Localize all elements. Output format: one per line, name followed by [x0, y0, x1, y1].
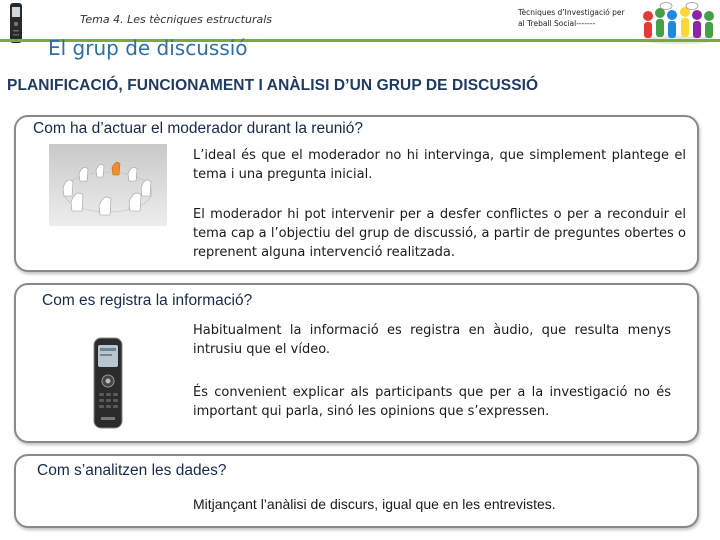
- people-group-icon: [640, 2, 718, 44]
- moderator-paragraph-2: El moderador hi pot intervenir per a desfer conflictes o per a reconduir el tema cap a l’objectiu del grup de discussió, a partir de preguntes obertes o reprenent alguna intervenció realitzada.: [193, 207, 686, 260]
- section-heading: PLANIFICACIÓ, FUNCIONAMENT I ANÀLISI D’UN GRUP DE DISCUSSIÓ: [7, 77, 539, 94]
- page-title: El grup de discussió: [48, 36, 248, 60]
- chairs-circle-image: [49, 144, 167, 226]
- course-title-line2: al Treball Social-------: [518, 19, 596, 28]
- voice-recorder-image: [92, 337, 124, 429]
- recording-question: Com es registra la informació?: [42, 292, 253, 309]
- recording-paragraph-1: Habitualment la informació es registra en àudio, que resulta menys intrusiu que el vídeo.: [193, 323, 671, 357]
- recording-paragraph-2: És convenient explicar als participants que per a la investigació no és important qui parla, sinó les opinions que s’expressen.: [193, 385, 671, 419]
- moderator-question: Com ha d’actuar el moderador durant la reunió?: [33, 120, 363, 137]
- course-title: [518, 7, 638, 29]
- course-title-line1: Tècniques d’Investigació per: [518, 8, 625, 17]
- analysis-question: Com s’analitzen les dades?: [37, 462, 227, 479]
- moderator-paragraph-1: L’ideal és que el moderador no hi intervinga, que simplement plantege el tema i una pregunta inicial.: [193, 148, 686, 182]
- voice-recorder-icon: [8, 2, 24, 44]
- topic-label: Tema 4. Les tècniques estructurals: [80, 13, 272, 26]
- analysis-paragraph: Mitjançant l’anàlisi de discurs, igual que en les entrevistes.: [193, 496, 556, 512]
